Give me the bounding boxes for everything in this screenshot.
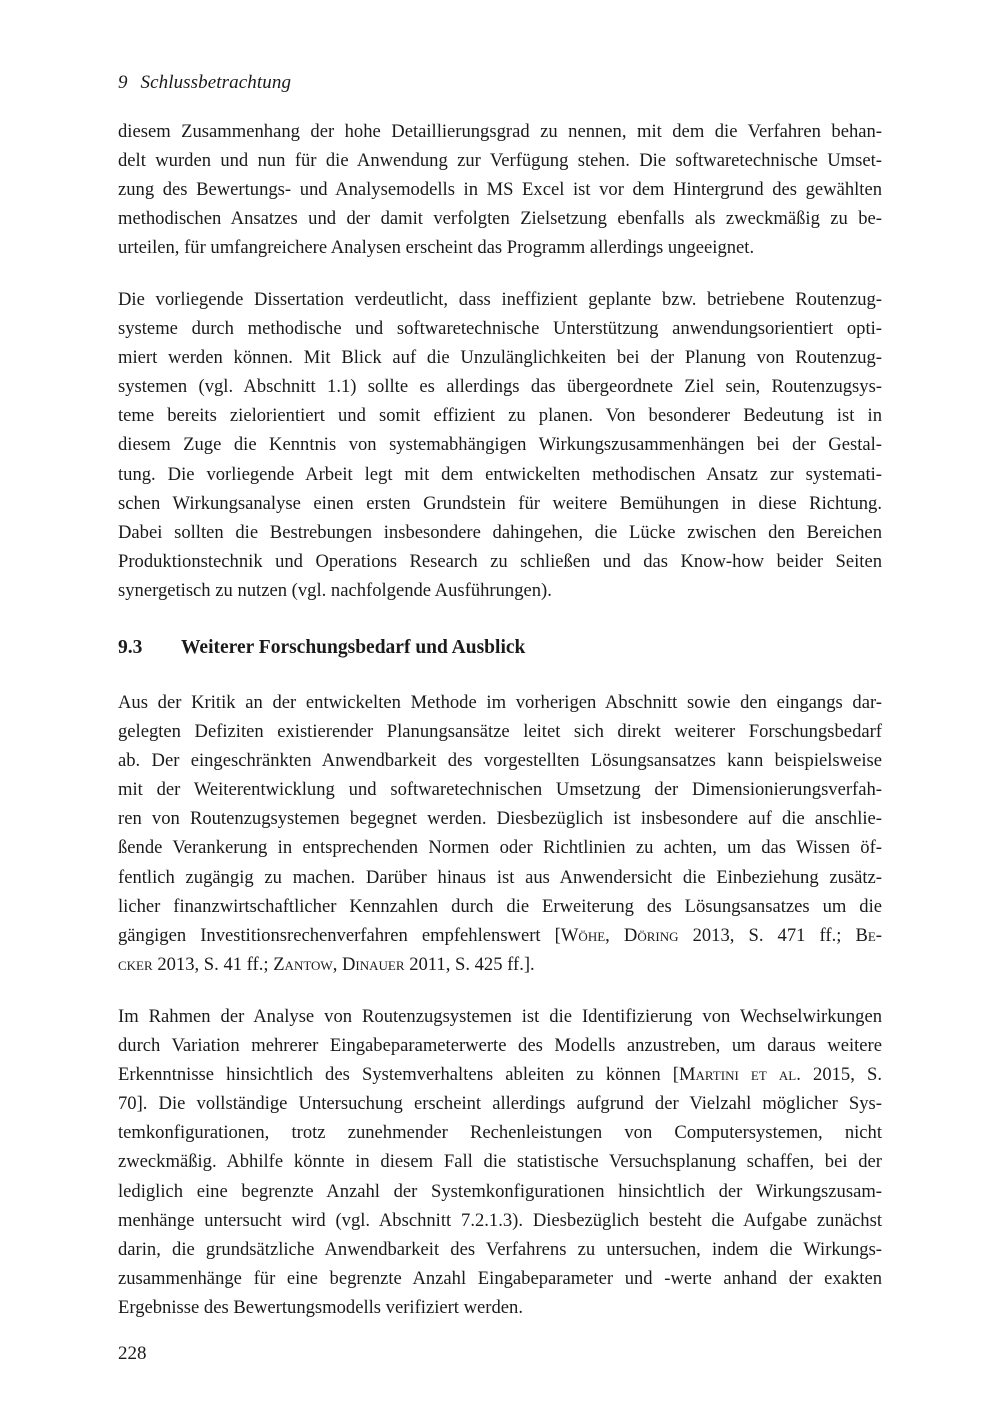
citation-line: gängigen Investitionsrechenverfahren empfehlenswert [Wöhe, Döring 2013, S. 471 ff.; Be- <box>118 924 883 946</box>
citation-author: Martini et al. <box>678 1064 801 1086</box>
chapter-title: Schlussbetrachtung <box>140 72 292 93</box>
text-line: ab. Der eingeschränkten Anwendbarkeit des vorgestellten Lösungsansatzes kann beispielsweise <box>118 750 882 772</box>
text-line: synergetisch zu nutzen (vgl. nachfolgende Ausführungen). <box>118 579 552 601</box>
citation-author: Döring <box>623 924 679 946</box>
section-title: Weiterer Forschungsbedarf und Ausblick <box>181 637 526 658</box>
paragraph-2 <box>118 285 882 605</box>
text-line: Dabei sollten die Bestrebungen insbesondere dahingehen, die Lücke zwischen den Bereichen <box>118 521 882 543</box>
text-line: ßende Verankerung in entsprechenden Normen oder Richtlinien zu achten, um das Wissen öf- <box>118 837 882 859</box>
text-line: urteilen, für umfangreichere Analysen erscheint das Programm allerdings ungeeignet. <box>118 237 755 259</box>
page-number: 228 <box>118 1343 147 1364</box>
text-line: teme bereits zielorientiert und somit effizient zu planen. Von besonderer Bedeutung ist in <box>118 405 882 427</box>
text-line: licher finanzwirtschaftlicher Kennzahlen durch die Erweiterung des Lösungsansatzes um die <box>118 895 882 917</box>
text-line: lediglich eine begrenzte Anzahl der Systemkonfigurationen hinsichtlich der Wirkungszusam- <box>118 1180 882 1202</box>
text-line: Im Rahmen der Analyse von Routenzugsystemen ist die Identifizierung von Wechselwirkungen <box>118 1006 882 1027</box>
text-line: diesem Zusammenhang der hohe Detaillierungsgrad zu nennen, mit dem die Verfahren behan- <box>118 121 882 142</box>
text-line: Ergebnisse des Bewertungsmodells verifiziert werden. <box>118 1296 523 1318</box>
chapter-number: 9 <box>118 72 128 93</box>
text-line: Produktionstechnik und Operations Research zu schließen und das Know-how beider Seiten <box>118 550 882 572</box>
citation-author: cker <box>118 953 153 975</box>
text-line: schen Wirkungsanalyse einen ersten Grundstein für weitere Bemühungen in diese Richtung. <box>118 492 882 514</box>
text-line: diesem Zuge die Kenntnis von systemabhängigen Wirkungszusammenhängen bei der Gestal- <box>118 434 882 456</box>
paragraph-1 <box>118 117 882 262</box>
text-line: systemen (vgl. Abschnitt 1.1) sollte es allerdings das übergeordnete Ziel sein, Routenzugsys- <box>118 376 882 398</box>
text-line: tung. Die vorliegende Arbeit legt mit dem entwickelten methodischen Ansatz zur systemati- <box>118 463 882 485</box>
text-line: gelegten Defiziten existierender Planungsansätze leitet sich direkt weiterer Forschungsbedarf <box>118 721 882 743</box>
citation-line: cker 2013, S. 41 ff.; Zantow, Dinauer 2011, S. 425 ff.]. <box>118 953 535 975</box>
text-line: zung des Bewertungs- und Analysemodells in MS Excel ist vor dem Hintergrund des gewählten <box>118 179 882 201</box>
text-line: durch Variation mehrerer Eingabeparameterwerte des Modells anzustreben, um daraus weitere <box>118 1035 882 1057</box>
text-line: systeme durch methodische und softwaretechnische Unterstützung anwendungsorientiert opti- <box>118 318 882 340</box>
text-line: 70]. Die vollständige Untersuchung erscheint allerdings aufgrund der Vielzahl möglicher Sys- <box>118 1093 882 1115</box>
citation-author: Zantow <box>273 953 333 975</box>
text-line: zweckmäßig. Abhilfe könnte in diesem Fall die statistische Versuchsplanung schaffen, bei der <box>118 1151 882 1173</box>
citation-author: Be- <box>855 924 883 946</box>
paragraph-4 <box>118 1002 882 1322</box>
citation-author: Dinauer <box>342 953 405 975</box>
section-heading <box>118 637 525 659</box>
citation-author: Wöhe <box>560 924 606 946</box>
text-line: darin, die grundsätzliche Anwendbarkeit des Verfahrens zu untersuchen, indem die Wirkungs- <box>118 1238 882 1260</box>
section-number: 9.3 <box>118 637 143 658</box>
text-line: zusammenhänge für eine begrenzte Anzahl Eingabeparameter und -werte anhand der exakten <box>118 1267 882 1289</box>
text-line: ren von Routenzugsystemen begegnet werden. Diesbezüglich ist insbesondere auf die anschlie- <box>118 808 882 830</box>
text-line: Aus der Kritik an der entwickelten Methode im vorherigen Abschnitt sowie den eingangs dar- <box>118 692 882 713</box>
paragraph-3 <box>118 688 882 979</box>
text-line: fentlich zugängig zu machen. Darüber hinaus ist aus Anwendersicht die Einbeziehung zusätz- <box>118 866 882 888</box>
text-line: miert werden können. Mit Blick auf die Unzulänglichkeiten bei der Planung von Routenzug- <box>118 347 882 369</box>
text-line: delt wurden und nun für die Anwendung zur Verfügung stehen. Die softwaretechnische Umset- <box>118 150 882 172</box>
text-line: temkonfigurationen, trotz zunehmender Rechenleistungen von Computersystemen, nicht <box>118 1122 882 1144</box>
text-line: methodischen Ansatzes und der damit verfolgten Zielsetzung ebenfalls als zweckmäßig zu be- <box>118 208 882 230</box>
text-line: menhänge untersucht wird (vgl. Abschnitt 7.2.1.3). Diesbezüglich besteht die Aufgabe zunächst <box>118 1209 882 1231</box>
text-line: mit der Weiterentwicklung und softwaretechnischen Umsetzung der Dimensionierungsverfah- <box>118 779 882 801</box>
running-head <box>118 72 291 94</box>
citation-line: Erkenntnisse hinsichtlich des Systemverhaltens ableiten zu können [Martini et al. 2015, S. <box>118 1064 882 1086</box>
text-line: Die vorliegende Dissertation verdeutlicht, dass ineffizient geplante bzw. betriebene Routenzug- <box>118 289 882 310</box>
